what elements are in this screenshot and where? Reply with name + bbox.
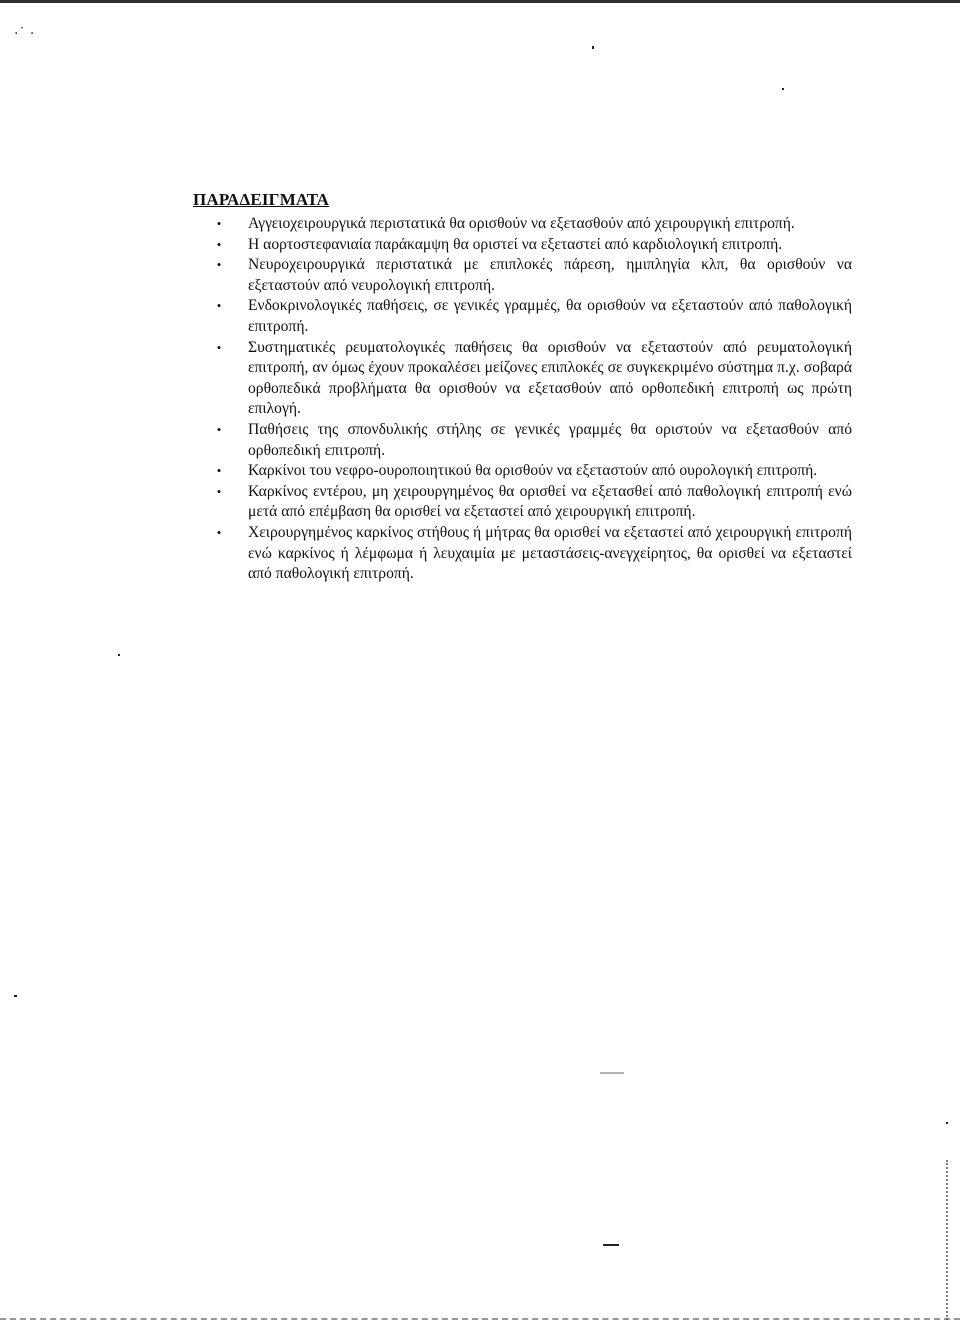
scan-speck (592, 46, 594, 49)
scan-speck (782, 88, 784, 90)
list-item (212, 482, 852, 523)
bullet-icon: • (216, 463, 222, 479)
scan-right-edge (946, 1160, 950, 1320)
bullet-icon: • (216, 236, 222, 252)
scan-speck (118, 654, 120, 656)
scan-speck (600, 1072, 624, 1074)
list-item-text: Αγγειοχειρουργικά περιστατικά θα ορισθούν να εξετασθούν από χειρουργική επιτροπή. (248, 215, 795, 232)
list-item (212, 461, 852, 482)
bullet-icon: • (216, 524, 222, 540)
bullet-icon: • (216, 421, 222, 437)
list-item-text: Καρκίνος εντέρου, μη χειρουργημένος θα ορισθεί να εξετασθεί από παθολογική επιτροπή ενώ μετά από επέμβαση θα ορισθεί να εξεταστεί από χειρουργική επιτροπή. (248, 482, 852, 521)
list-item (212, 296, 852, 337)
list-item-text: Παθήσεις της σπονδυλικής στήλης σε γενικές γραμμές θα οριστούν να εξετασθούν από ορθοπεδική επιτροπή. (248, 420, 852, 459)
list-item (212, 214, 852, 235)
scan-speck (603, 1244, 619, 1246)
list-item-text: Χειρουργημένος καρκίνος στήθους ή μήτρας θα ορισθεί να εξεταστεί από χειρουργική επιτροπή ενώ καρκίνος ή λέμφωμα ή λευχαιμία με μεταστάσεις-ανεγχείρητος, θα ορισθεί να εξεταστεί από παθολογική επιτροπή. (248, 523, 852, 583)
bullet-icon: • (216, 339, 222, 355)
list-item-text: Συστηματικές ρευματολογικές παθήσεις θα ορισθούν να εξεταστούν από ρευματολογική επιτροπή, αν όμως έχουν προκαλέσει μείζονες επιπλοκές σε συγκεκριμένο σύστημα π.χ. σοβαρά ορθοπεδικά προβλήματα θα ορισθούν να εξετασθούν από ορθοπεδική επιτροπή ως πρώτη επιλογή. (248, 338, 852, 418)
section-heading: ΠΑΡΑΔΕΙΓΜΑΤΑ (193, 190, 330, 209)
list-item (212, 420, 852, 461)
list-item (212, 338, 852, 420)
list-item (212, 255, 852, 296)
list-item-text: Νευροχειρουργικά περιστατικά με επιπλοκές πάρεση, ημιπληγία κλπ, θα ορισθούν να εξεταστούν από νευρολογική επιτροπή. (248, 256, 852, 294)
list-item-text: Η αορτοστεφανιαία παράκαμψη θα οριστεί να εξεταστεί από καρδιολογική επιτροπή. (248, 235, 783, 253)
scan-top-edge (0, 0, 960, 3)
bullet-icon: • (216, 298, 222, 314)
list-item (212, 235, 852, 256)
examples-list (212, 214, 852, 585)
scan-speck (946, 1122, 948, 1124)
list-item (212, 523, 852, 585)
scan-corner-marks: ·˙ · (14, 26, 35, 42)
bullet-icon: • (216, 483, 222, 499)
bullet-icon: • (216, 216, 222, 231)
scan-speck (14, 995, 17, 997)
list-item-text: Καρκίνοι του νεφρο-ουροποιητικού θα ορισθούν να εξεταστούν από ουρολογική επιτροπή. (248, 462, 818, 480)
bullet-icon: • (216, 257, 222, 273)
list-item-text: Ενδοκρινολογικές παθήσεις, σε γενικές γραμμές, θα ορισθούν να εξεταστούν από παθολογική επιτροπή. (248, 297, 852, 335)
scan-bottom-edge (0, 1318, 960, 1322)
